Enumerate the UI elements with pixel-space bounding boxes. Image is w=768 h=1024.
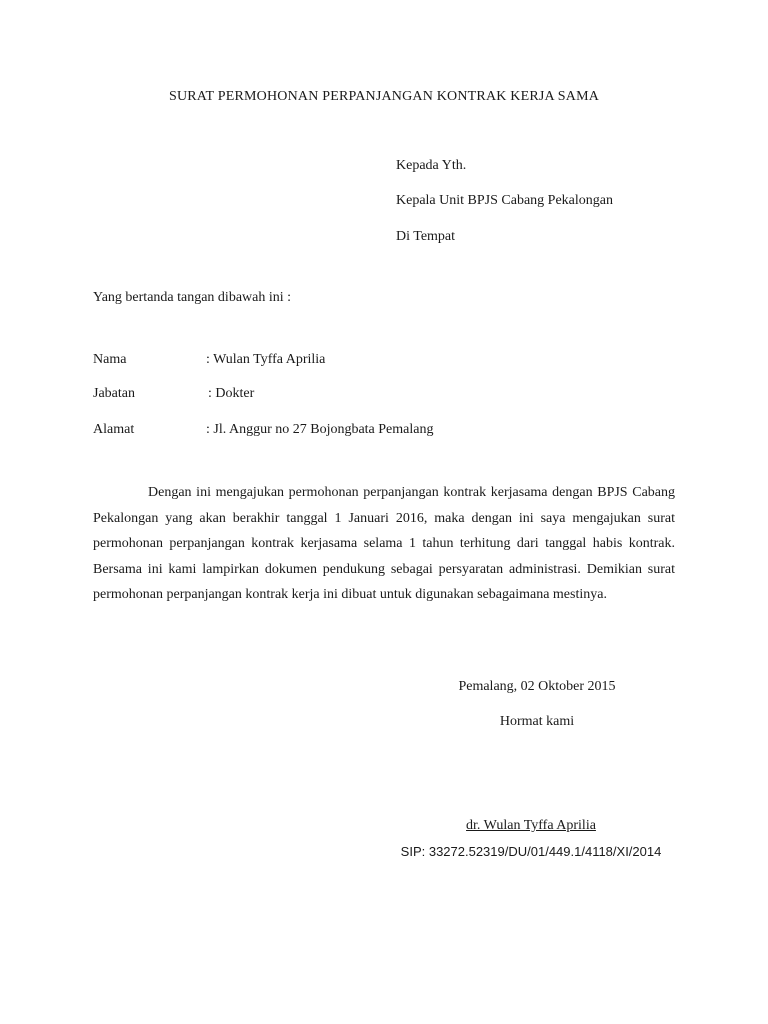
field-value-jabatan: : Dokter xyxy=(208,386,255,401)
closing-text: Hormat kami xyxy=(499,714,575,729)
recipient-line-2: Kepala Unit BPJS Cabang Pekalongan xyxy=(396,193,613,208)
body-paragraph xyxy=(93,480,675,608)
body-text: Dengan ini mengajukan permohonan perpanjangan kontrak kerjasama dengan BPJS Cabang Pekalongan yang akan berakhir tanggal 1 Januari 2016, maka dengan ini saya mengajukan surat permohonan perpanjangan kontrak kerjasama selama 1 tahun terhitung dari tanggal habis kontrak. Bersama ini kami lampirkan dokumen pendukung sebagai persyaratan administrasi. Demikian surat permohonan perpanjangan kontrak kerja ini dibuat untuk digunakan sebagaimana mestinya. xyxy=(93,485,675,602)
field-label-nama: Nama xyxy=(93,352,127,367)
intro-text: Yang bertanda tangan dibawah ini : xyxy=(93,290,292,305)
letter-title: SURAT PERMOHONAN PERPANJANGAN KONTRAK KERJA SAMA xyxy=(168,89,600,104)
field-value-nama: : Wulan Tyffa Aprilia xyxy=(206,352,326,367)
field-label-jabatan: Jabatan xyxy=(93,386,135,401)
field-value-alamat: : Jl. Anggur no 27 Bojongbata Pemalang xyxy=(206,422,434,437)
signer-sip: SIP: 33272.52319/DU/01/449.1/4118/XI/2014 xyxy=(400,844,662,859)
signer-name: dr. Wulan Tyffa Aprilia xyxy=(466,818,596,833)
place-date: Pemalang, 02 Oktober 2015 xyxy=(458,679,616,694)
recipient-line-1: Kepada Yth. xyxy=(396,158,467,173)
recipient-line-3: Di Tempat xyxy=(396,229,456,244)
field-label-alamat: Alamat xyxy=(93,422,135,437)
